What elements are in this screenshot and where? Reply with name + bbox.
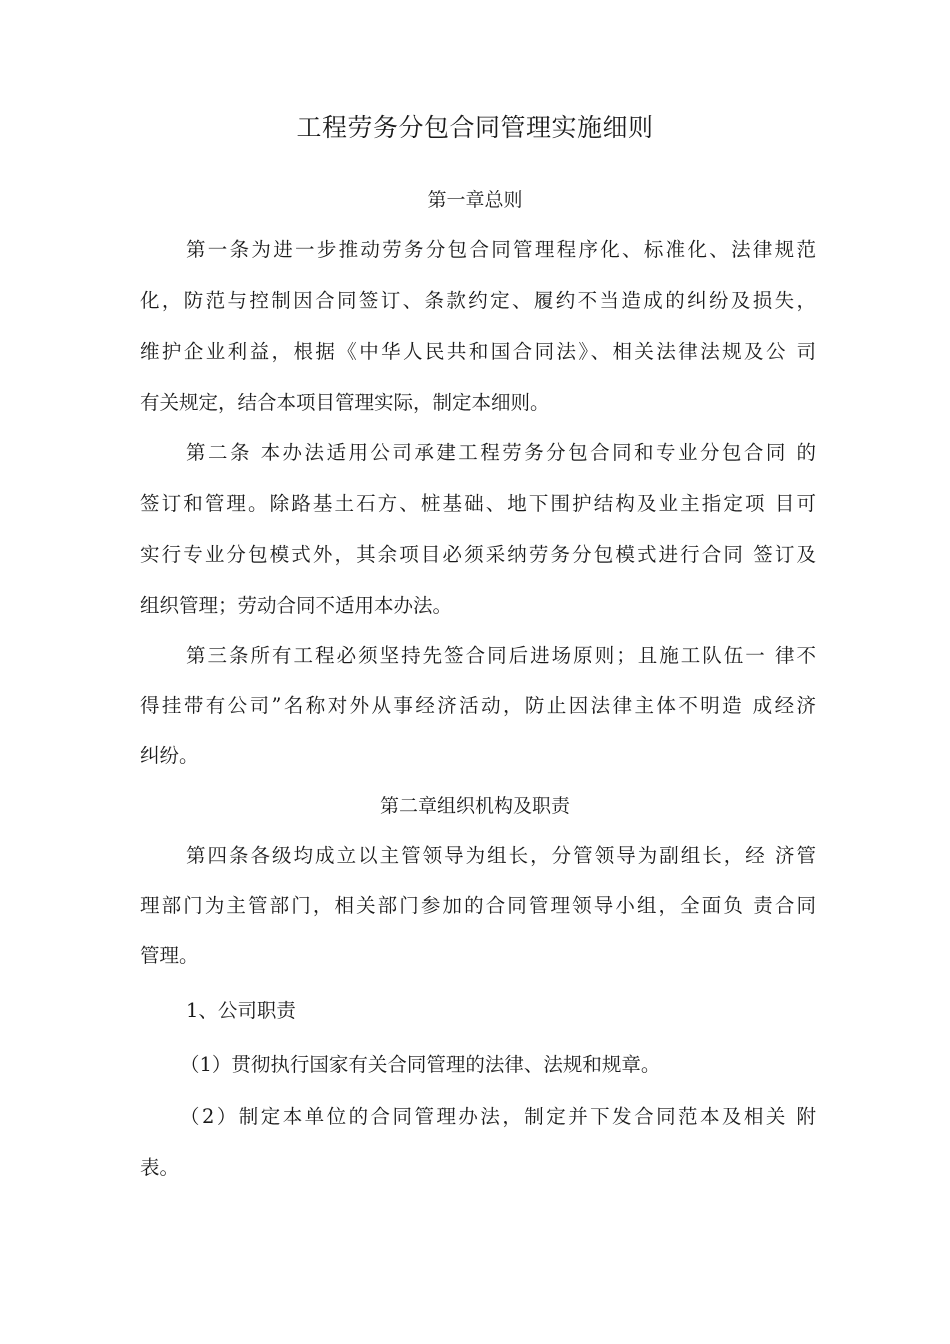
article-3-line-1: 第三条所有工程必须坚持先签合同后进场原则；且施工队伍一 律不 [186, 644, 816, 667]
article-1-line-1: 第一条为进一步推动劳务分包合同管理程序化、标准化、法律规范 [186, 238, 816, 261]
article-2-line-2: 签订和管理。除路基土石方、桩基础、地下围护结构及业主指定项 目可 [140, 492, 816, 515]
duty-item-2-line-2: 表。 [140, 1156, 180, 1179]
article-4-line-2: 理部门为主管部门，相关部门参加的合同管理领导小组，全面负 责合同 [140, 894, 816, 917]
article-4-line-1: 第四条各级均成立以主管领导为组长，分管领导为副组长，经 济管 [186, 844, 816, 867]
section-heading-company-duties: 1、公司职责 [186, 999, 296, 1022]
article-3-line-2: 得挂带有公司”名称对外从事经济活动，防止因法律主体不明造 成经济 [140, 694, 816, 717]
article-2-line-1: 第二条 本办法适用公司承建工程劳务分包合同和专业分包合同 的 [186, 441, 816, 464]
chapter-heading-1: 第一章总则 [427, 189, 523, 211]
document-title: 工程劳务分包合同管理实施细则 [296, 113, 654, 142]
article-4-line-3: 管理。 [140, 944, 199, 967]
article-3-line-3: 纠纷。 [140, 744, 199, 767]
duty-item-2-line-1: （2）制定本单位的合同管理办法，制定并下发合同范本及相关 附 [180, 1105, 816, 1128]
article-1-line-2: 化，防范与控制因合同签订、条款约定、履约不当造成的纠纷及损失， [140, 289, 816, 312]
article-1-line-3: 维护企业利益，根据《中华人民共和国合同法》、相关法律法规及公 司 [140, 340, 816, 363]
article-1-line-4: 有关规定，结合本项目管理实际，制定本细则。 [140, 391, 550, 414]
article-2-line-3: 实行专业分包模式外，其余项目必须采纳劳务分包模式进行合同 签订及 [140, 543, 816, 566]
chapter-heading-2: 第二章组织机构及职责 [379, 795, 570, 817]
article-2-line-4: 组织管理；劳动合同不适用本办法。 [140, 594, 453, 617]
duty-item-1: （1）贯彻执行国家有关合同管理的法律、法规和规章。 [180, 1053, 661, 1076]
